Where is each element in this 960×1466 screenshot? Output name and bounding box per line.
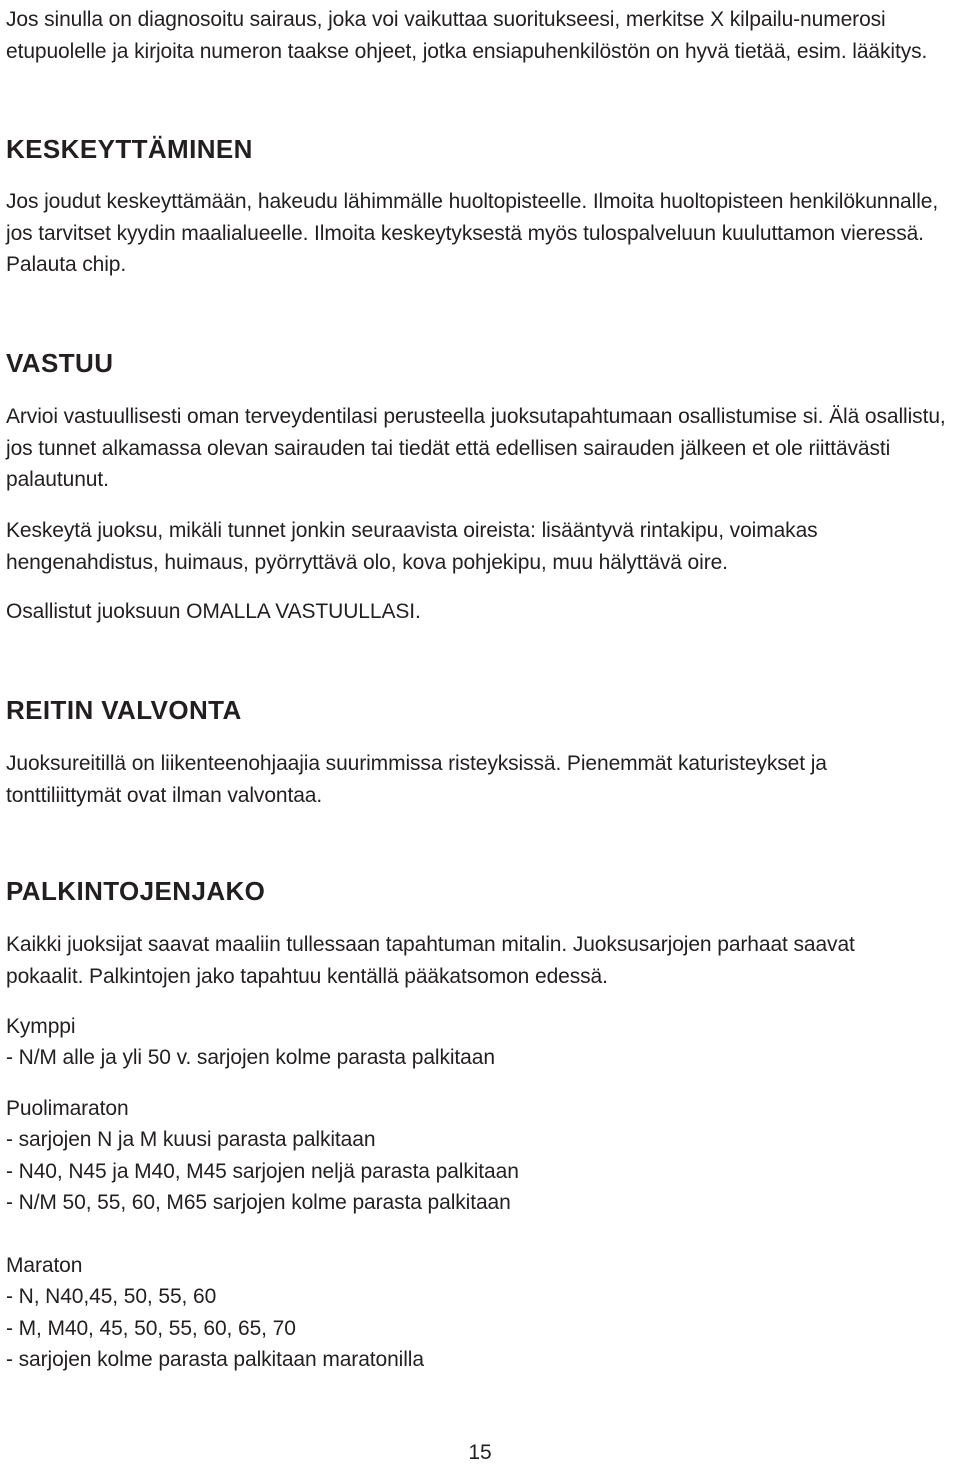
kymppi-item: - N/M alle ja yli 50 v. sarjojen kolme parasta palkitaan <box>6 1046 495 1069</box>
maraton-item: - M, M40, 45, 50, 55, 60, 65, 70 <box>6 1317 296 1340</box>
puolimaraton-title: Puolimaraton <box>6 1097 129 1120</box>
puolimaraton-item: - N/M 50, 55, 60, M65 sarjojen kolme parasta palkitaan <box>6 1191 511 1214</box>
kymppi-title: Kymppi <box>6 1015 76 1038</box>
maraton-item: - N, N40,45, 50, 55, 60 <box>6 1285 217 1308</box>
maraton-title: Maraton <box>6 1254 83 1277</box>
section-heading-vastuu: VASTUU <box>6 348 114 378</box>
section-heading-reitin-valvonta: REITIN VALVONTA <box>6 695 242 725</box>
puolimaraton-item: - sarjojen N ja M kuusi parasta palkitaan <box>6 1128 376 1151</box>
vastuu-paragraph-1: Arvioi vastuullisesti oman terveydentilasi perusteella juoksutapahtumaan osallistumise si. Älä osallistu, jos tunnet alkamassa olevan sairauden tai tiedät että edellisen sairauden jälkeen et ole riittävästi palautunut. <box>6 405 946 491</box>
vastuu-paragraph-2: Keskeytä juoksu, mikäli tunnet jonkin seuraavista oireista: lisääntyvä rintakipu, voimakas hengenahdistus, huimaus, pyörryttävä olo, kova pohjekipu, muu hälyttävä oire. <box>6 519 818 574</box>
reitin-valvonta-paragraph: Juoksureitillä on liikenteenohjaajia suurimmissa risteyksissä. Pienemmät katuristeykset ja tonttiliittymät ovat ilman valvontaa. <box>6 752 827 807</box>
maraton-item: - sarjojen kolme parasta palkitaan maratonilla <box>6 1348 424 1371</box>
vastuu-paragraph-3: Osallistut juoksuun OMALLA VASTUULLASI. <box>6 600 421 623</box>
page-number: 15 <box>468 1441 492 1464</box>
palkintojenjako-paragraph: Kaikki juoksijat saavat maaliin tullessaan tapahtuman mitalin. Juoksusarjojen parhaat saavat pokaalit. Palkintojen jako tapahtuu kentällä pääkatsomon edessä. <box>6 933 855 988</box>
keskeyttaminen-paragraph: Jos joudut keskeyttämään, hakeudu lähimmälle huoltopisteelle. Ilmoita huoltopisteen henkilökunnalle, jos tarvitset kyydin maalialueelle. Ilmoita keskeytyksestä myös tulospalveluun kuuluttamon vieressä. Palauta chip. <box>6 190 939 276</box>
puolimaraton-item: - N40, N45 ja M40, M45 sarjojen neljä parasta palkitaan <box>6 1160 519 1183</box>
intro-paragraph: Jos sinulla on diagnosoitu sairaus, joka voi vaikuttaa suoritukseesi, merkitse X kilpailu-numerosi etupuolelle ja kirjoita numeron taakse ohjeet, jotka ensiapuhenkilöstön on hyvä tietää, esim. lääkitys. <box>6 8 928 63</box>
section-heading-keskeyttaminen: KESKEYTTÄMINEN <box>6 134 253 164</box>
section-heading-palkintojenjako: PALKINTOJENJAKO <box>6 876 266 906</box>
